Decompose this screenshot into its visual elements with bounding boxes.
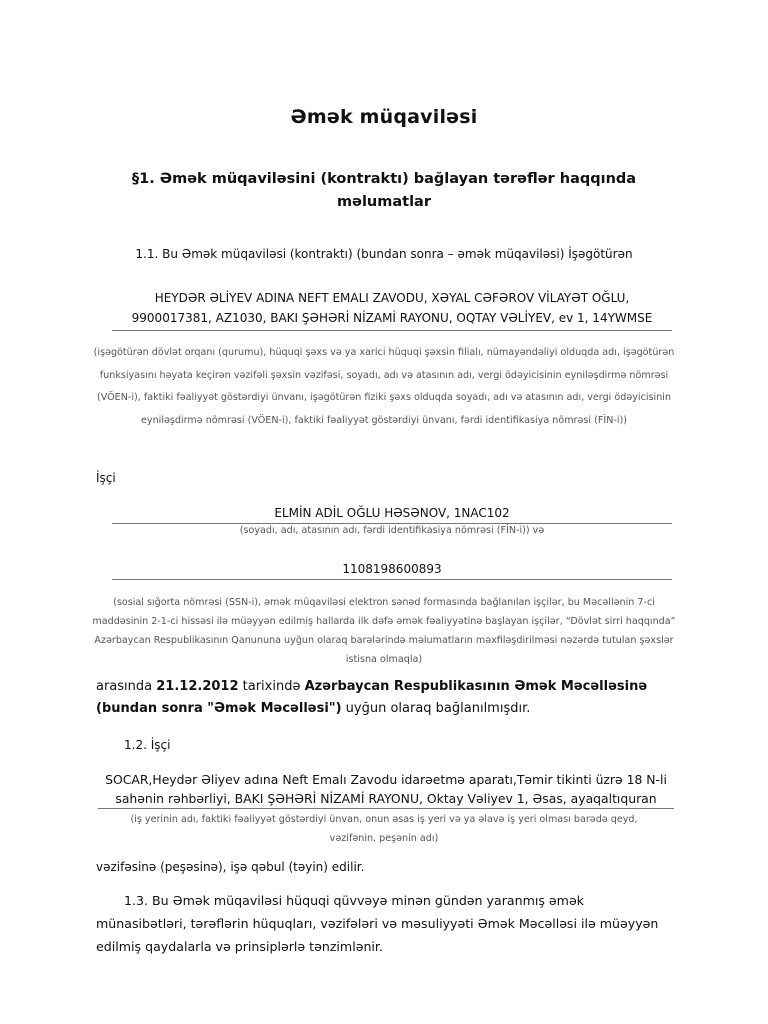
clause-1-3: 1.3. Bu Əmək müqaviləsi hüquqi qüvvəyə minən gündən yaranmış əmək münasibətləri, tərəflərin hüquqları, vəzifələri və məsuliyyəti Əmək Məcəlləsi ilə müəyyən edilmiş qaydalarla və prinsiplərlə tənzimlənir. (96, 893, 659, 954)
employer-line-2: 9900017381, AZ1030, BAKI ŞƏHƏRİ NİZAMİ RAYONU, OQTAY VƏLİYEV, ev 1, 14YWMSE (131, 311, 653, 325)
employee-label: İşçi (96, 471, 116, 485)
agreement-statement (96, 676, 680, 720)
employee-name-field: ELMİN ADİL OĞLU HƏSƏNOV, 1NAC102 (112, 503, 672, 524)
contract-date: 21.12.2012 (156, 679, 239, 694)
between-suffix: uyğun olaraq bağlanılmışdır. (341, 701, 531, 716)
employer-line-1: HEYDƏR ƏLİYEV ADINA NEFT EMALI ZAVODU, XƏYAL CƏFƏROV VİLAYƏT OĞLU, (154, 291, 630, 305)
labor-code-reference: Azərbaycan Respublikasının Əmək Məcəlləsinə (bundan sonra "Əmək Məcəlləsi") (96, 679, 648, 716)
clause-1-1: 1.1. Bu Əmək müqaviləsi (kontraktı) (bundan sonra – əmək müqaviləsi) İşəgötürən (135, 247, 633, 261)
ssn-note: (sosial sığorta nömrəsi (SSN-i), əmək müqaviləsi elektron sənəd formasında bağlanılan işçilər, bu Məcəllənin 7-ci maddəsinin 2-1-ci hissəsi ilə müəyyən edilmiş hallarda ilk dəfə əmək fəaliyyətinə başlayan işçilər, “Dövlət sirri haqqında” Azərbaycan Respublikasının Qanununa uyğun olaraq barələrində məlumatların məxfiləşdirilməsi nəzərdə tutulan şəxslər istisna olmaqla) (92, 597, 676, 665)
position-line: vəzifəsinə (peşəsinə), işə qəbul (təyin) edilir. (96, 860, 365, 874)
clause-1-2: 1.2. İşçi (124, 738, 171, 752)
document-title: Əmək müqaviləsi (290, 106, 478, 128)
workplace-note: (iş yerinin adı, faktiki fəaliyyət göstərdiyi ünvan, onun əsas iş yeri və ya əlavə iş yeri olması barədə qeyd, vəzifənin, peşənin adı) (130, 814, 638, 844)
between-mid: tarixində (238, 679, 305, 694)
employer-field (112, 288, 672, 331)
workplace-field: SOCAR,Heydər Əliyev adına Neft Emalı Zavodu idarəetmə aparatı,Təmir tikinti üzrə 18 N-li sahənin rəhbərliyi, BAKI ŞƏHƏRİ NİZAMİ RAYONU, Oktay Vəliyev 1, Əsas, ayaqaltıquran (98, 770, 674, 809)
between-prefix: arasında (96, 679, 157, 694)
employee-note: (soyadı, adı, atasının adı, fərdi identifikasiya nömrəsi (FİN-i)) və (239, 525, 545, 536)
ssn-field: 1108198600893 (112, 559, 672, 580)
section-1-title: §1. Əmək müqaviləsini (kontraktı) bağlayan tərəflər haqqında məlumatlar (131, 171, 637, 210)
employer-note: (işəgötürən dövlət orqanı (qurumu), hüquqi şəxs və ya xarici hüquqi şəxsin filialı, nümayəndəliyi olduqda adı, işəgötürən funksiyasını həyata keçirən vəzifəli şəxsin vəzifəsi, soyadı, adı və atasının adı, vergi ödəyicisinin eyniləşdirmə nömrəsi (VÖEN-i), faktiki fəaliyyət göstərdiyi ünvanı, işəgötürən fiziki şəxs olduqda soyadı, adı və atasının adı, vergi ödəyicisinin eyniləşdirmə nömrəsi (VÖEN-i), faktiki fəaliyyət göstərdiyi ünvanı, fərdi identifikasiya nömrəsi (FİN-i)) (93, 347, 675, 426)
